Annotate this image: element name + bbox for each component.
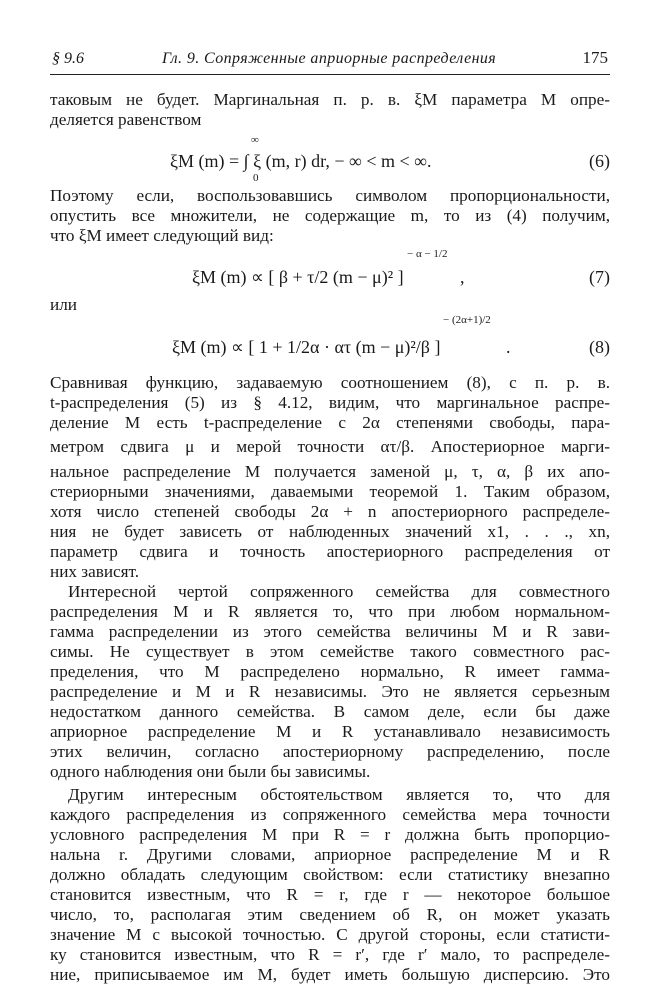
- text-line: стериорными значениями, даваемыми теоремой 1. Таким образом,: [50, 482, 610, 501]
- text-line: параметр сдвига и точность апостериорного распределения от: [50, 542, 610, 561]
- text-line: должно обладать следующим свойством: если статистику внезапно: [50, 865, 610, 884]
- text-line: значение M с высокой точностью. С другой стороны, если статисти-: [50, 925, 610, 944]
- section-number: § 9.6: [52, 50, 84, 67]
- equation-7: [50, 248, 610, 294]
- equation-exponent: − α − 1/2: [407, 248, 448, 260]
- text-line: опустить все множители, не содержащие m, то из (4) получим,: [50, 206, 610, 225]
- text-line: ние, приписываемое им M, будет иметь большую дисперсию. Это: [50, 965, 610, 984]
- text-line: t-распределения (5) из § 4.12, видим, что маргинальное распре-: [50, 393, 610, 412]
- equation-punctuation: .: [506, 337, 511, 357]
- text-line: одного наблюдения они были бы зависимы.: [50, 762, 371, 781]
- text-line: гамма распределении из этого семейства величины M и R зави-: [50, 622, 610, 641]
- text-line: или: [50, 295, 77, 314]
- equation-body: ξM (m) ∝ [ 1 + 1/2α · ατ (m − μ)²/β ]: [172, 337, 441, 357]
- text-line: метром сдвига μ и мерой точности ατ/β. Апостериорное марги-: [50, 437, 610, 456]
- equation-body: ξM (m) = ∫ ξ (m, r) dr, − ∞ < m < ∞.: [170, 151, 432, 171]
- text-line: априорное распределение M и R устанавливало независимость: [50, 722, 610, 741]
- text-line: ния не будет зависеть от наблюденных значений x1, . . ., xn,: [50, 522, 610, 541]
- text-line: становится известным, что R = r, где r — некоторое большое: [50, 885, 610, 904]
- integral-upper-limit: ∞: [251, 134, 259, 146]
- equation-number: (7): [589, 267, 610, 287]
- text-line: что ξM имеет следующий вид:: [50, 226, 274, 245]
- chapter-title: Гл. 9. Сопряженные априорные распределения: [162, 50, 497, 67]
- text-line: пределения, что M распределено нормально, R имеет гамма-: [50, 662, 610, 681]
- text-line: Сравнивая функцию, задаваемую соотношением (8), с п. р. в.: [50, 373, 610, 392]
- text-line: нальна r. Другими словами, априорное распределение M и R: [50, 845, 610, 864]
- text-line: условного распределения M при R = r должна быть пропорцио-: [50, 825, 610, 844]
- text-line: деляется равенством: [50, 110, 202, 129]
- text-line: Поэтому если, воспользовавшись символом пропорциональности,: [50, 186, 610, 205]
- equation-punctuation: ,: [460, 267, 465, 287]
- text-line: недостатком данного семейства. В самом деле, если бы даже: [50, 702, 610, 721]
- equation-number: (8): [589, 337, 610, 357]
- integral-lower-limit: 0: [253, 172, 259, 184]
- text-line: распределение и M и R независимы. Это не является серьезным: [50, 682, 610, 701]
- equation-8: [50, 312, 610, 368]
- paragraph-first-line: Интересной чертой сопряженного семейства для совместного: [68, 582, 610, 601]
- text-line: ку становится известным, что R = r′, где r′ мало, то распределе-: [50, 945, 610, 964]
- text-line: деление M есть t-распределение с 2α степенями свободы, пара-: [50, 413, 610, 432]
- equation-exponent: − (2α+1)/2: [443, 314, 491, 326]
- text-line: этих величин, согласно апостериорному распределению, после: [50, 742, 610, 761]
- page-number: 175: [582, 48, 608, 67]
- text-line: симы. Не существует в этом семействе такого совместного рас-: [50, 642, 610, 661]
- equation-6: [50, 134, 610, 190]
- text-line: них зависят.: [50, 562, 140, 581]
- equation-body: ξM (m) ∝ [ β + τ/2 (m − μ)² ]: [192, 267, 404, 287]
- text-line: каждого распределения из сопряженного семейства мера точности: [50, 805, 610, 824]
- text-line: число, то, располагая этим сведением об R, он может указать: [50, 905, 610, 924]
- paragraph-first-line: Другим интересным обстоятельством является то, что для: [68, 785, 610, 804]
- text-line: нальное распределение M получается заменой μ, τ, α, β их апо-: [50, 462, 610, 481]
- equation-number: (6): [589, 151, 610, 171]
- text-line: хотя число степеней свободы 2α + n апостериорного распределе-: [50, 502, 610, 521]
- text-line: таковым не будет. Маргинальная п. р. в. ξM параметра M опре-: [50, 90, 610, 109]
- running-header: [50, 48, 610, 75]
- text-line: распределения M и R является то, что при любом нормальном-: [50, 602, 610, 621]
